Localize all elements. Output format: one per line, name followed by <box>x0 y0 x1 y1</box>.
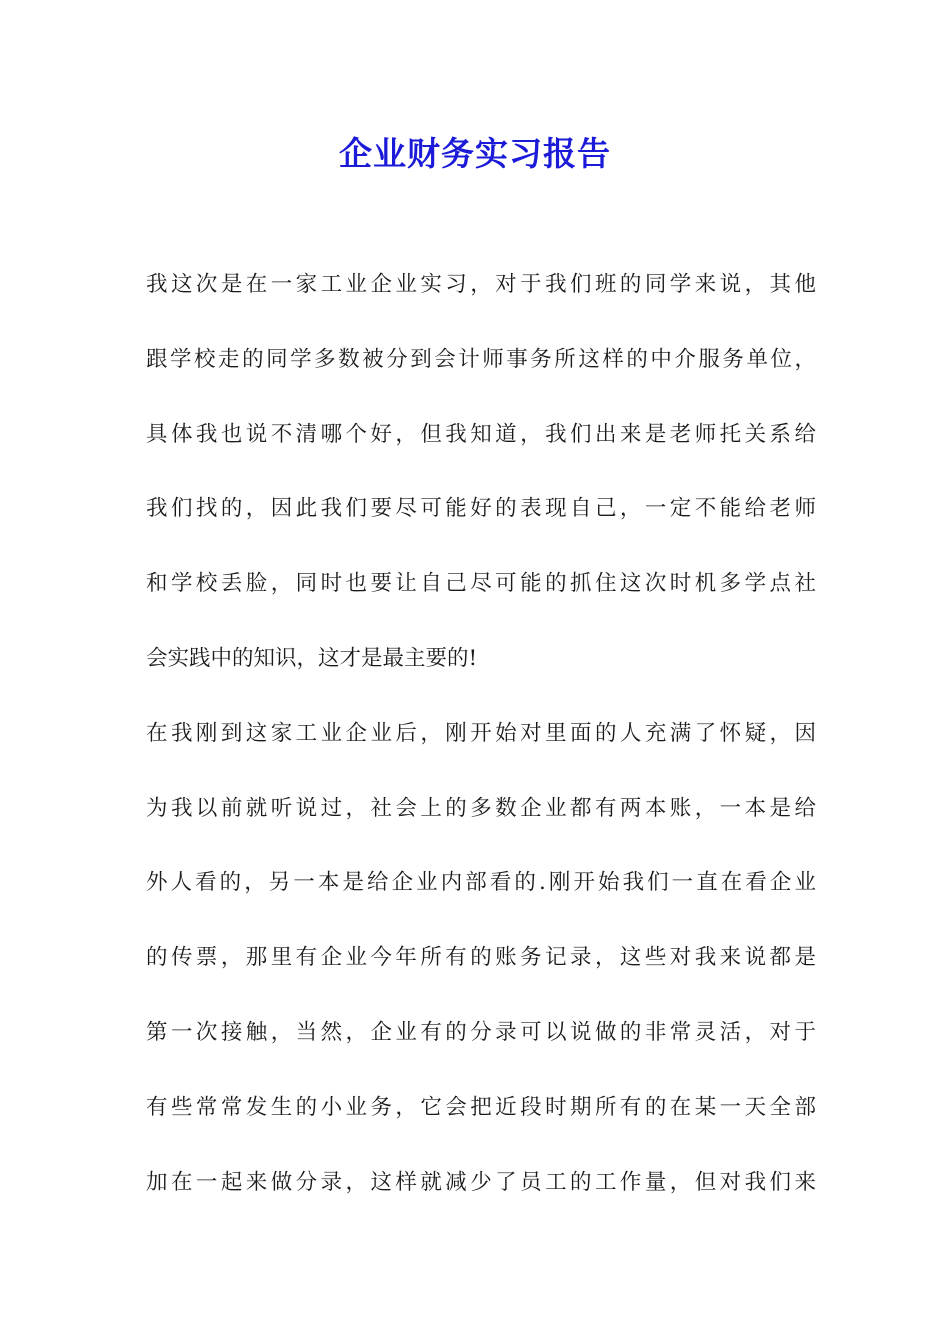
text-line: 第一次接触，当然，企业有的分录可以说做的非常灵活，对于 <box>146 1019 816 1045</box>
text-line: 外人看的，另一本是给企业内部看的.刚开始我们一直在看企业 <box>146 870 816 896</box>
document-title: 企业财务实习报告 <box>339 134 611 173</box>
text-line: 和学校丢脸，同时也要让自己尽可能的抓住这次时机多学点社 <box>146 571 816 597</box>
text-line: 跟学校走的同学多数被分到会计师事务所这样的中介服务单位， <box>146 346 816 372</box>
text-line: 我这次是在一家工业企业实习，对于我们班的同学来说，其他 <box>146 272 816 297</box>
text-line: 的传票，那里有企业今年所有的账务记录，这些对我来说都是 <box>146 945 816 971</box>
text-line: 具体我也说不清哪个好，但我知道，我们出来是老师托关系给 <box>146 421 816 447</box>
text-line: 加在一起来做分录，这样就减少了员工的工作量，但对我们来 <box>146 1169 816 1195</box>
document-body <box>146 265 816 1237</box>
text-line: 在我刚到这家工业企业后，刚开始对里面的人充满了怀疑，因 <box>146 720 816 746</box>
text-line: 我们找的，因此我们要尽可能好的表现自己，一定不能给老师 <box>146 496 816 522</box>
paragraph-1 <box>146 265 816 714</box>
text-line: 有些常常发生的小业务，它会把近段时期所有的在某一天全部 <box>146 1094 816 1120</box>
text-line: 为我以前就听说过，社会上的多数企业都有两本账，一本是给 <box>146 795 816 821</box>
paragraph-2 <box>146 714 816 1238</box>
text-line: 会实践中的知识，这才是最主要的! <box>146 645 478 671</box>
